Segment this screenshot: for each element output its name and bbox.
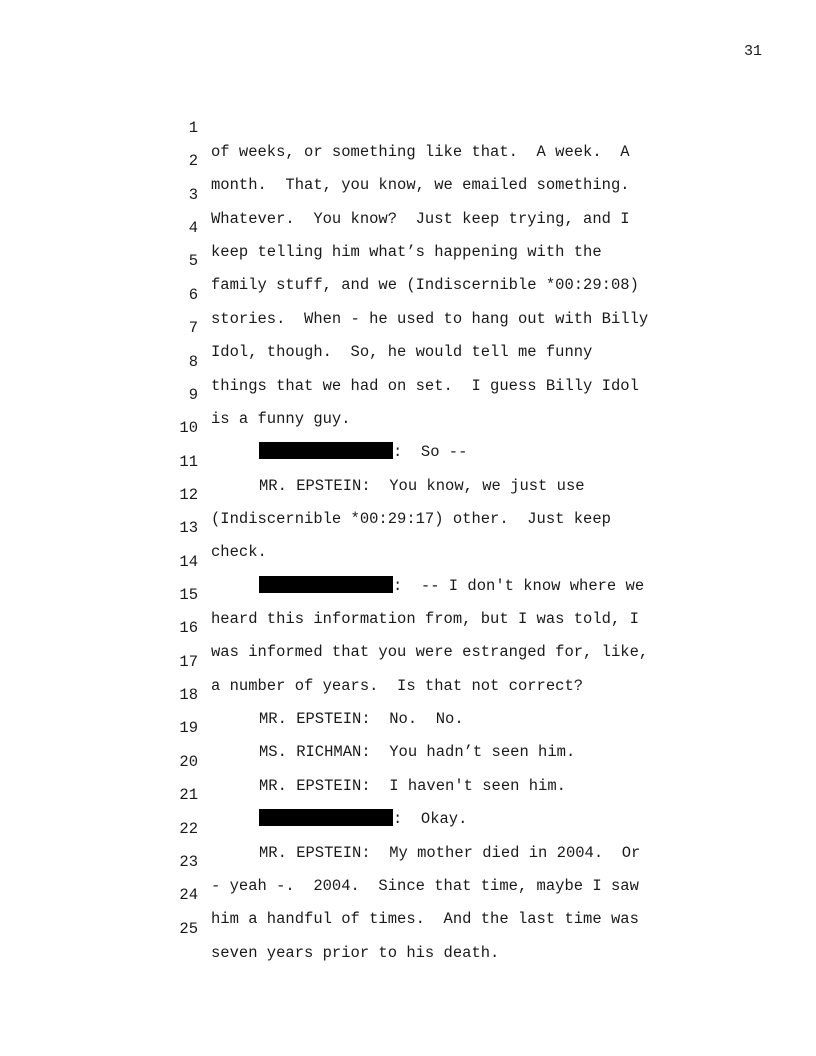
line-text: keep telling him what’s happening with the bbox=[211, 243, 602, 262]
line-number: 23 bbox=[179, 852, 198, 871]
line-text: MR. EPSTEIN: You know, we just use bbox=[259, 476, 585, 495]
transcript-line bbox=[160, 225, 780, 295]
line-number: 3 bbox=[188, 185, 198, 204]
line-text: MR. EPSTEIN: No. No. bbox=[259, 710, 464, 729]
line-text: seven years prior to his death. bbox=[211, 943, 500, 962]
transcript-line bbox=[160, 192, 780, 262]
line-text: check. bbox=[211, 543, 267, 562]
line-text: him a handful of times. And the last time was bbox=[211, 910, 639, 929]
line-text: - yeah -. 2004. Since that time, maybe I saw bbox=[211, 876, 639, 895]
line-text: : Okay. bbox=[393, 810, 468, 829]
transcript-line bbox=[160, 726, 780, 795]
transcript-line bbox=[160, 159, 780, 228]
transcript-line bbox=[160, 826, 780, 895]
line-number: 13 bbox=[179, 519, 198, 538]
line-number: 16 bbox=[179, 619, 198, 638]
transcript-line bbox=[160, 125, 780, 195]
line-number: 22 bbox=[179, 819, 198, 838]
line-text: of weeks, or something like that. A week. A bbox=[211, 143, 630, 161]
line-number: 10 bbox=[179, 419, 198, 438]
line-text: family stuff, and we (Indiscernible *00:29:08) bbox=[211, 276, 639, 295]
transcript-body bbox=[160, 92, 780, 962]
line-number: 18 bbox=[179, 686, 198, 705]
transcript-line bbox=[160, 292, 780, 362]
line-text: stories. When - he used to hang out with Billy bbox=[211, 309, 649, 328]
line-number: 7 bbox=[188, 319, 198, 338]
line-text: (Indiscernible *00:29:17) other. Just keep bbox=[211, 509, 611, 528]
line-text: Idol, though. So, he would tell me funny bbox=[211, 343, 593, 362]
line-text: : So -- bbox=[393, 443, 468, 462]
line-text: month. That, you know, we emailed something. bbox=[211, 176, 630, 195]
line-number: 25 bbox=[179, 919, 198, 938]
line-number: 8 bbox=[188, 352, 198, 371]
transcript-line bbox=[160, 326, 780, 395]
transcript-line bbox=[160, 92, 780, 161]
line-number: 24 bbox=[179, 886, 198, 905]
transcript-line bbox=[160, 626, 780, 695]
line-text: MR. EPSTEIN: I haven't seen him. bbox=[259, 776, 566, 795]
line-text: heard this information from, but I was told, I bbox=[211, 610, 639, 629]
transcript-line bbox=[160, 893, 780, 962]
line-number: 14 bbox=[179, 552, 198, 571]
line-text: MR. EPSTEIN: My mother died in 2004. Or bbox=[259, 843, 641, 862]
line-number: 19 bbox=[179, 719, 198, 738]
line-number: 20 bbox=[179, 752, 198, 771]
line-text: is a funny guy. bbox=[211, 409, 351, 428]
line-number: 9 bbox=[188, 385, 198, 404]
line-number: 12 bbox=[179, 485, 198, 504]
line-text: Whatever. You know? Just keep trying, and I bbox=[211, 209, 630, 228]
line-number: 15 bbox=[179, 586, 198, 605]
line-number: 17 bbox=[179, 652, 198, 671]
transcript-line bbox=[160, 459, 780, 528]
line-number: 4 bbox=[188, 219, 198, 238]
transcript-line bbox=[160, 359, 780, 428]
line-number: 6 bbox=[188, 285, 198, 304]
line-number: 11 bbox=[179, 452, 198, 471]
line-number: 2 bbox=[188, 152, 198, 171]
line-text: MS. RICHMAN: You hadn’t seen him. bbox=[259, 743, 576, 762]
line-text: a number of years. Is that not correct? bbox=[211, 676, 584, 695]
line-text: things that we had on set. I guess Billy Idol bbox=[211, 376, 639, 395]
line-text: was informed that you were estranged for, like, bbox=[211, 643, 649, 662]
line-number: 21 bbox=[179, 786, 198, 805]
line-number: 5 bbox=[188, 252, 198, 271]
line-text: : -- I don't know where we bbox=[393, 576, 645, 595]
line-number: 1 bbox=[188, 119, 198, 137]
transcript-line bbox=[160, 526, 780, 595]
transcript-line bbox=[160, 259, 780, 328]
page-number: 31 bbox=[743, 43, 762, 60]
